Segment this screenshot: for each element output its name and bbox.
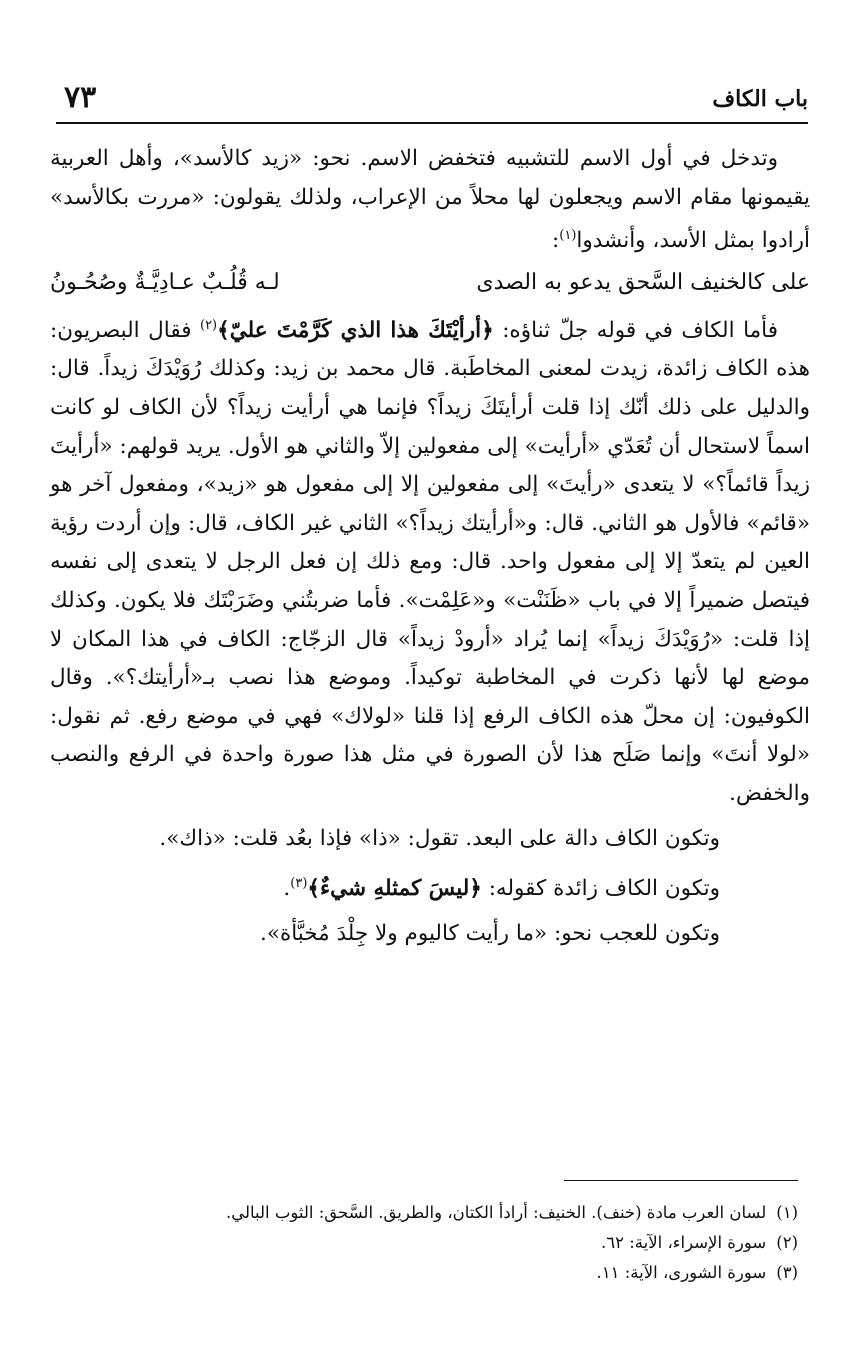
footnote-text: سورة الشورى، الآية: ١١.: [596, 1263, 767, 1282]
paragraph-main-start: فأما الكاف في قوله جلّ ثناؤه:: [493, 317, 778, 343]
page-number: ٧٣: [64, 80, 97, 115]
verse-second-hemistich: لـه قُلُـبٌ عـادِيَّـةٌ وصُحُـونُ: [50, 269, 280, 295]
footnote-item: [56, 1258, 798, 1288]
footnote-ref-1: (١): [559, 228, 577, 244]
paragraph-intro: [50, 140, 810, 261]
closing-lines: [50, 816, 810, 956]
chapter-title: باب الكاف: [712, 86, 808, 112]
verse-first-hemistich: على كالخنيف السَّحق يدعو به الصدى: [476, 269, 810, 295]
footnote-text: سورة الإسراء، الآية: ٦٢.: [600, 1233, 767, 1252]
quran-quote-1: ﴿أرأيْتَكَ هذا الذي كَرَّمْتَ عليّ﴾: [217, 317, 494, 343]
line-distance: وتكون الكاف دالة على البعد. تقول: «ذا» فإذا بعُد قلت: «ذاك».: [159, 825, 720, 851]
poetry-verse: [50, 263, 810, 303]
paragraph-intro-text: وتدخل في أول الاسم للتشبيه فتخفض الاسم. نحو: «زيد كالأسد»، وأهل العربية يقيمونها مقام الاسم ويجعلون لها محلاً من الإعراب، ولذلك يقولون: «مررت بكالأسد» أرادوا بمثل الأسد، وأنشدوا: [50, 146, 810, 254]
footnote-list: [56, 1198, 798, 1288]
footnote-text: لسان العرب مادة (خنف). الخنيف: أرادأ الكتان، والطريق. السَّحق: الثوب البالي.: [225, 1203, 767, 1222]
line-extra-end: .: [283, 875, 291, 901]
footnote-item: [56, 1228, 798, 1258]
footnote-divider: [564, 1180, 798, 1181]
footnote-item: [56, 1198, 798, 1228]
line-extra: [50, 861, 720, 911]
quran-quote-2: ﴿ليسَ كمثلهِ شيءٌ﴾: [307, 875, 482, 901]
footnote-ref-2: (٢): [199, 317, 218, 333]
footnote-ref-3: (٣): [290, 875, 308, 891]
page-header: [56, 78, 808, 124]
footnote-number: (٢): [776, 1233, 798, 1252]
paragraph-main-rest: فقال البصريون: هذه الكاف زائدة، زيدت لمعنى المخاطَبة. قال محمد بن زيد: وكذلك رُوَيْدَكَ زيداً. قال: والدليل على ذلك أنّك إذا قلت أرأيتَكَ زيداً؟ فإنما هي أرأيت زيداً؟ لأن الكاف لو كانت اسماً لاستحال أن تُعَدّي «أرأيت» إلى مفعولين إلاّ والثاني هو الأول. يريد قولهم: «أرأيتَ زيداً قائماً؟» لا يتعدى «رأيتَ» إلى مفعولين إلا إلى مفعول هو «زيد»، ومفعول آخر هو «قائم» فالأول هو الثاني. قال: و«أرأيتك زيداً؟» الثاني غير الكاف، قال: وإن أردت رؤية العين لم يتعدّ إلا إلى مفعول واحد. قال: ومع ذلك إن فعل الرجل لا يتعدى إلى نفسه فيتصل ضميراً إلا في باب «ظَنَنْت» و«عَلِمْت». فأما ضربتُني وضَرَبْتَك فلا يكون. وكذلك إذا قلت: «رُوَيْدَكَ زيداً» إنما يُراد «أرودْ زيداً» قال الزجّاج: الكاف في هذا المكان لا موضع لها لأنها ذكرت في المخاطبة توكيداً. وموضع هذا نصب بـ«أرأيتك؟». وقال الكوفيون: إن محلّ هذه الكاف الرفع إذا قلنا «لولاك» فهي في موضع رفع. ثم نقول: «لولا أنتَ» وإنما صَلَح هذا لأن الصورة في مثل هذا صورة واحدة في الرفع والنصب والخفض.: [50, 317, 811, 806]
line-wonder: وتكون للعجب نحو: «ما رأيت كاليوم ولا جِلْدَ مُخبَّأة».: [260, 920, 720, 946]
footnote-number: (٣): [776, 1263, 798, 1282]
footnote-number: (١): [776, 1203, 798, 1222]
line-extra-start: وتكون الكاف زائدة كقوله:: [481, 875, 720, 901]
paragraph-main: [50, 307, 810, 814]
paragraph-intro-end: :: [552, 228, 560, 254]
main-text: [50, 140, 810, 956]
